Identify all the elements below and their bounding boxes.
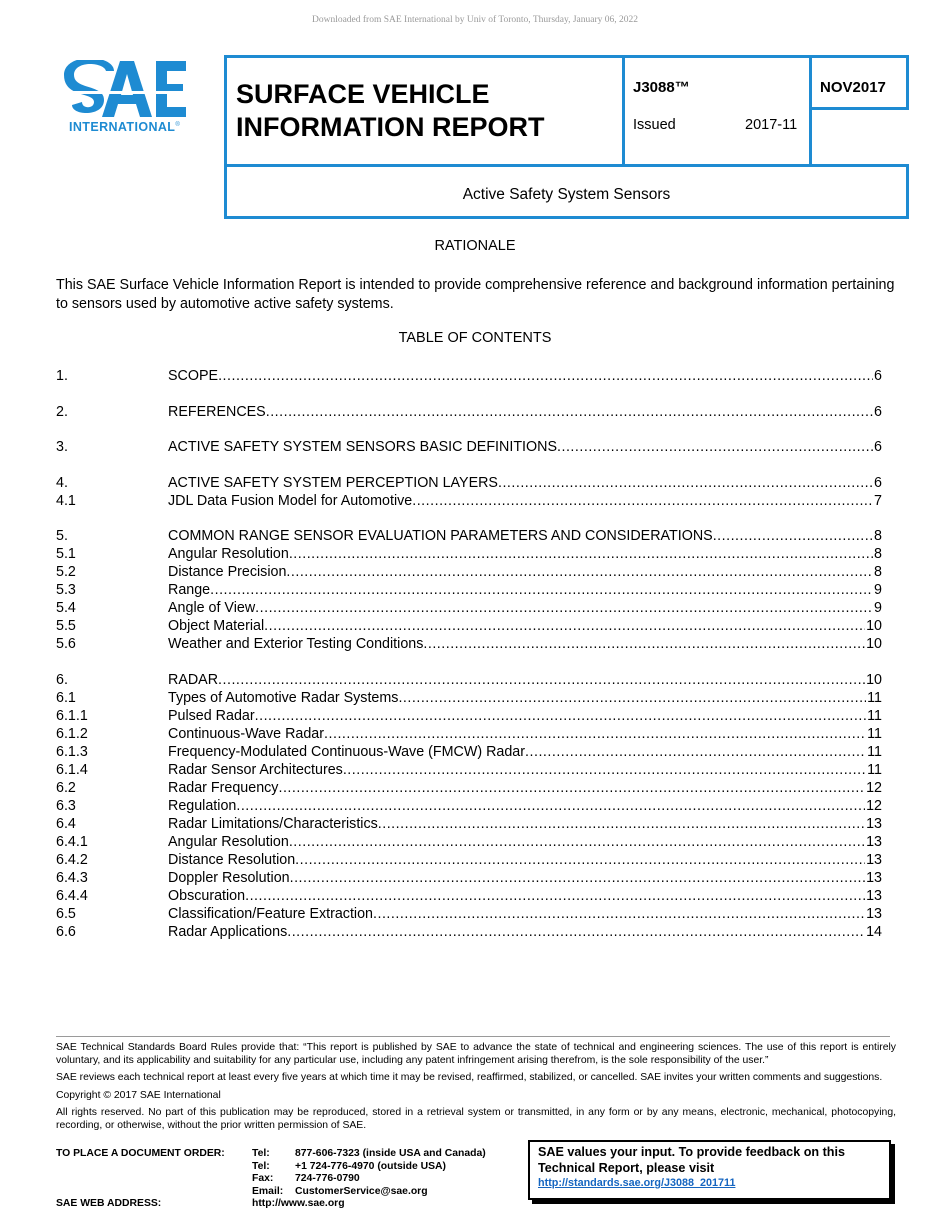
toc-entry-title: Distance Resolution	[168, 851, 296, 868]
toc-leader-dots	[423, 635, 865, 653]
toc-entry[interactable]	[56, 743, 882, 761]
toc-leader-dots	[324, 725, 866, 743]
toc-entry[interactable]	[56, 797, 882, 815]
doc-number: J3088™	[633, 79, 690, 96]
web-link[interactable]: http://www.sae.org	[252, 1198, 345, 1209]
toc-entry-title: Radar Sensor Architectures	[168, 761, 343, 778]
toc-leader-dots	[264, 617, 865, 635]
download-watermark: Downloaded from SAE International by Univ of Toronto, Thursday, January 06, 2022	[311, 15, 639, 25]
toc-leader-dots	[278, 779, 865, 797]
toc-entry-number: 6.4	[56, 815, 76, 832]
toc-leader-dots	[290, 869, 866, 887]
toc-entry-page: 13	[866, 905, 882, 922]
toc-entry-page: 8	[874, 546, 882, 562]
toc-entry[interactable]	[56, 905, 882, 923]
toc-entry-number: 6.2	[56, 779, 76, 796]
toc-leader-dots	[557, 438, 873, 456]
toc-entry-title: Radar Applications	[168, 923, 288, 940]
toc-entry-title: COMMON RANGE SENSOR EVALUATION PARAMETERS AND CONSIDERATIONS	[168, 528, 713, 544]
toc-entry-page: 9	[874, 600, 882, 616]
toc-entry-number: 1.	[56, 368, 68, 384]
footer-notices	[56, 1042, 896, 1137]
toc-entry-page: 13	[866, 851, 882, 868]
toc-leader-dots	[287, 923, 865, 941]
toc-leader-dots	[498, 474, 873, 492]
phone-intl: +1 724-776-4970 (outside USA)	[295, 1160, 447, 1172]
rationale-text: This SAE Surface Vehicle Information Report is intended to provide comprehensive reference and background information pertaining to sensors used by automotive active safety systems.	[56, 277, 895, 312]
toc-entry[interactable]	[56, 617, 882, 635]
toc-entry-page: 11	[867, 725, 882, 742]
toc-entry-number: 5.4	[56, 600, 76, 616]
doc-number-cell	[622, 55, 812, 167]
toc-entry-title: REFERENCES	[168, 403, 266, 420]
web-label: SAE WEB ADDRESS:	[56, 1198, 162, 1209]
toc-entry-title: Object Material	[168, 618, 265, 634]
toc-entry-number: 4.1	[56, 492, 76, 509]
toc-entry-page: 10	[866, 636, 882, 652]
toc-entry[interactable]	[56, 761, 882, 779]
toc-entry-title: Angular Resolution	[168, 546, 289, 562]
toc-entry-number: 4.	[56, 474, 68, 491]
toc-leader-dots	[373, 905, 865, 923]
toc-entry[interactable]	[56, 779, 882, 797]
toc-entry-number: 6.1.1	[56, 707, 88, 724]
doc-date: NOV2017	[809, 55, 909, 110]
toc-entry-number: 5.2	[56, 564, 76, 580]
toc-entry[interactable]	[56, 563, 882, 581]
toc-entry-title: Types of Automotive Radar Systems	[168, 689, 399, 706]
toc-entry-number: 5.6	[56, 636, 76, 652]
order-label: TO PLACE A DOCUMENT ORDER:	[56, 1148, 225, 1159]
toc-entry-number: 6.1.2	[56, 725, 88, 742]
toc-entry[interactable]	[56, 707, 882, 725]
toc-entry[interactable]	[56, 851, 882, 869]
toc-entry-title: Regulation	[168, 797, 237, 814]
toc-entry-title: JDL Data Fusion Model for Automotive	[168, 492, 413, 509]
toc-entry-number: 5.3	[56, 582, 76, 598]
toc-entry-page: 13	[866, 887, 882, 904]
review-note: SAE reviews each technical report at least every five years at which time it may be revised, reaffirmed, stabilized, or cancelled. SAE invites your written comments and suggestions.	[56, 1072, 883, 1083]
toc-entry-number: 6.3	[56, 797, 76, 814]
toc-entry-page: 7	[874, 492, 882, 509]
toc-entry-title: SCOPE	[168, 368, 219, 384]
toc-heading: TABLE OF CONTENTS	[398, 330, 552, 346]
toc-entry-page: 8	[874, 564, 882, 580]
toc-entry-page: 11	[867, 743, 882, 760]
toc-entry-page: 6	[874, 474, 882, 491]
toc-entry-page: 6	[874, 439, 882, 455]
toc-entry-page: 13	[866, 833, 882, 850]
toc-leader-dots	[286, 563, 873, 581]
toc-entry-page: 11	[867, 707, 882, 724]
toc-entry[interactable]	[56, 689, 882, 707]
feedback-text: SAE values your input. To provide feedback on this Technical Report, please visit	[538, 1145, 845, 1175]
toc-entry-title: Radar Frequency	[168, 779, 279, 796]
toc-leader-dots	[412, 492, 873, 510]
toc-entry-title: Weather and Exterior Testing Conditions	[168, 636, 424, 652]
toc-entry-page: 11	[867, 689, 882, 706]
toc-leader-dots	[289, 545, 873, 563]
toc-entry[interactable]	[56, 599, 882, 617]
toc-entry-page: 9	[874, 582, 882, 598]
toc-entry[interactable]	[56, 635, 882, 653]
toc-entry[interactable]	[56, 725, 882, 743]
toc-entry-number: 6.4.4	[56, 887, 88, 904]
toc-entry[interactable]	[56, 527, 882, 545]
toc-entry-title: Distance Precision	[168, 564, 287, 580]
toc-entry-number: 6.4.2	[56, 851, 88, 868]
toc-leader-dots	[255, 707, 867, 725]
toc-entry-number: 6.5	[56, 905, 76, 922]
toc-entry-number: 5.5	[56, 618, 76, 634]
toc-entry-number: 6.1	[56, 689, 76, 706]
toc-entry[interactable]	[56, 545, 882, 563]
toc-leader-dots	[378, 815, 865, 833]
toc-entry-page: 8	[874, 528, 882, 544]
toc-entry-title: Frequency-Modulated Continuous-Wave (FMCW) Radar	[168, 743, 526, 760]
toc-entry-number: 6.4.3	[56, 869, 88, 886]
toc-entry-title: ACTIVE SAFETY SYSTEM PERCEPTION LAYERS	[168, 474, 498, 491]
toc-entry-title: RADAR	[168, 671, 219, 688]
toc-leader-dots	[266, 403, 873, 421]
toc-entry-title: Doppler Resolution	[168, 869, 290, 886]
toc-entry-title: Angle of View	[168, 600, 256, 616]
feedback-box	[528, 1140, 891, 1200]
toc-entry-number: 6.4.1	[56, 833, 88, 850]
toc-entry[interactable]	[56, 581, 882, 599]
sae-logo-mark	[64, 60, 188, 118]
toc-entry[interactable]	[56, 869, 882, 887]
toc-entry-number: 6.6	[56, 923, 76, 940]
toc-entry-number: 5.	[56, 528, 68, 544]
issued-row: Issued 2017-11	[633, 117, 798, 133]
toc-entry[interactable]	[56, 833, 882, 851]
toc-entry[interactable]	[56, 438, 882, 456]
toc-entry[interactable]	[56, 923, 882, 941]
toc-entry-page: 12	[866, 797, 882, 814]
sae-logo	[64, 60, 194, 140]
toc-entry-title: Classification/Feature Extraction	[168, 905, 374, 922]
rights-notice: All rights reserved. No part of this publication may be reproduced, stored in a retrieval system or transmitted, in any form or by any means, electronic, mechanical, photocopying, recording, or otherwise, without the prior written permission of SAE.	[56, 1107, 896, 1131]
toc-leader-dots	[210, 581, 873, 599]
toc-leader-dots	[295, 851, 865, 869]
toc-entry-number: 2.	[56, 403, 68, 420]
toc-entry[interactable]	[56, 671, 882, 689]
toc-entry-number: 6.	[56, 671, 68, 688]
table-of-contents	[56, 367, 882, 941]
toc-entry-title: Pulsed Radar	[168, 707, 255, 724]
toc-entry-page: 13	[866, 869, 882, 886]
toc-leader-dots	[343, 761, 866, 779]
toc-entry-number: 6.1.3	[56, 743, 88, 760]
toc-leader-dots	[289, 833, 865, 851]
toc-entry-page: 14	[866, 923, 882, 940]
toc-entry-page: 6	[874, 368, 882, 384]
toc-entry-page: 10	[866, 671, 882, 688]
toc-entry-page: 13	[866, 815, 882, 832]
toc-leader-dots	[245, 887, 865, 905]
toc-entry[interactable]	[56, 367, 882, 385]
toc-leader-dots	[218, 671, 865, 689]
doc-subject: Active Safety System Sensors	[224, 164, 909, 219]
fax-number: 724-776-0790	[295, 1173, 360, 1184]
toc-entry-title: ACTIVE SAFETY SYSTEM SENSORS BASIC DEFINITIONS	[168, 439, 558, 455]
email-link[interactable]: CustomerService@sae.org	[295, 1185, 428, 1197]
footer-divider	[56, 1036, 890, 1037]
toc-entry-title: Obscuration	[168, 887, 246, 904]
toc-entry-title: Continuous-Wave Radar	[168, 725, 325, 742]
sae-logo-subtitle: INTERNATIONAL®	[69, 120, 181, 134]
toc-entry[interactable]	[56, 403, 882, 421]
feedback-link[interactable]: http://standards.sae.org/J3088_201711	[538, 1177, 736, 1189]
tsb-rules: SAE Technical Standards Board Rules provide that: “This report is published by SAE to advance the state of technical and engineering sciences. The use of this report is entirely voluntary, and its applicability and suitability for any particular use, including any patent infringement arising therefrom, is the sole responsibility of the user.”	[56, 1042, 896, 1066]
toc-entry-page: 11	[867, 761, 882, 778]
toc-entry-page: 12	[866, 779, 882, 796]
toc-entry[interactable]	[56, 474, 882, 492]
toc-entry-number: 6.1.4	[56, 761, 88, 778]
phone-usa: 877-606-7323 (inside USA and Canada)	[295, 1148, 486, 1159]
toc-leader-dots	[236, 797, 865, 815]
toc-leader-dots	[713, 527, 873, 545]
report-type-title: SURFACE VEHICLE INFORMATION REPORT	[224, 55, 625, 167]
toc-entry-number: 3.	[56, 439, 68, 455]
toc-entry-title: Angular Resolution	[168, 833, 289, 850]
toc-entry[interactable]	[56, 492, 882, 510]
toc-entry[interactable]	[56, 887, 882, 905]
toc-entry[interactable]	[56, 815, 882, 833]
toc-entry-number: 5.1	[56, 546, 76, 562]
toc-entry-page: 10	[866, 618, 882, 634]
rationale-heading: RATIONALE	[434, 238, 516, 254]
toc-leader-dots	[255, 599, 873, 617]
toc-leader-dots	[398, 689, 866, 707]
toc-entry-page: 6	[874, 403, 882, 420]
copyright: Copyright © 2017 SAE International	[56, 1089, 221, 1101]
toc-leader-dots	[525, 743, 866, 761]
toc-entry-title: Radar Limitations/Characteristics	[168, 815, 378, 832]
toc-leader-dots	[218, 367, 873, 385]
toc-entry-title: Range	[168, 582, 211, 598]
